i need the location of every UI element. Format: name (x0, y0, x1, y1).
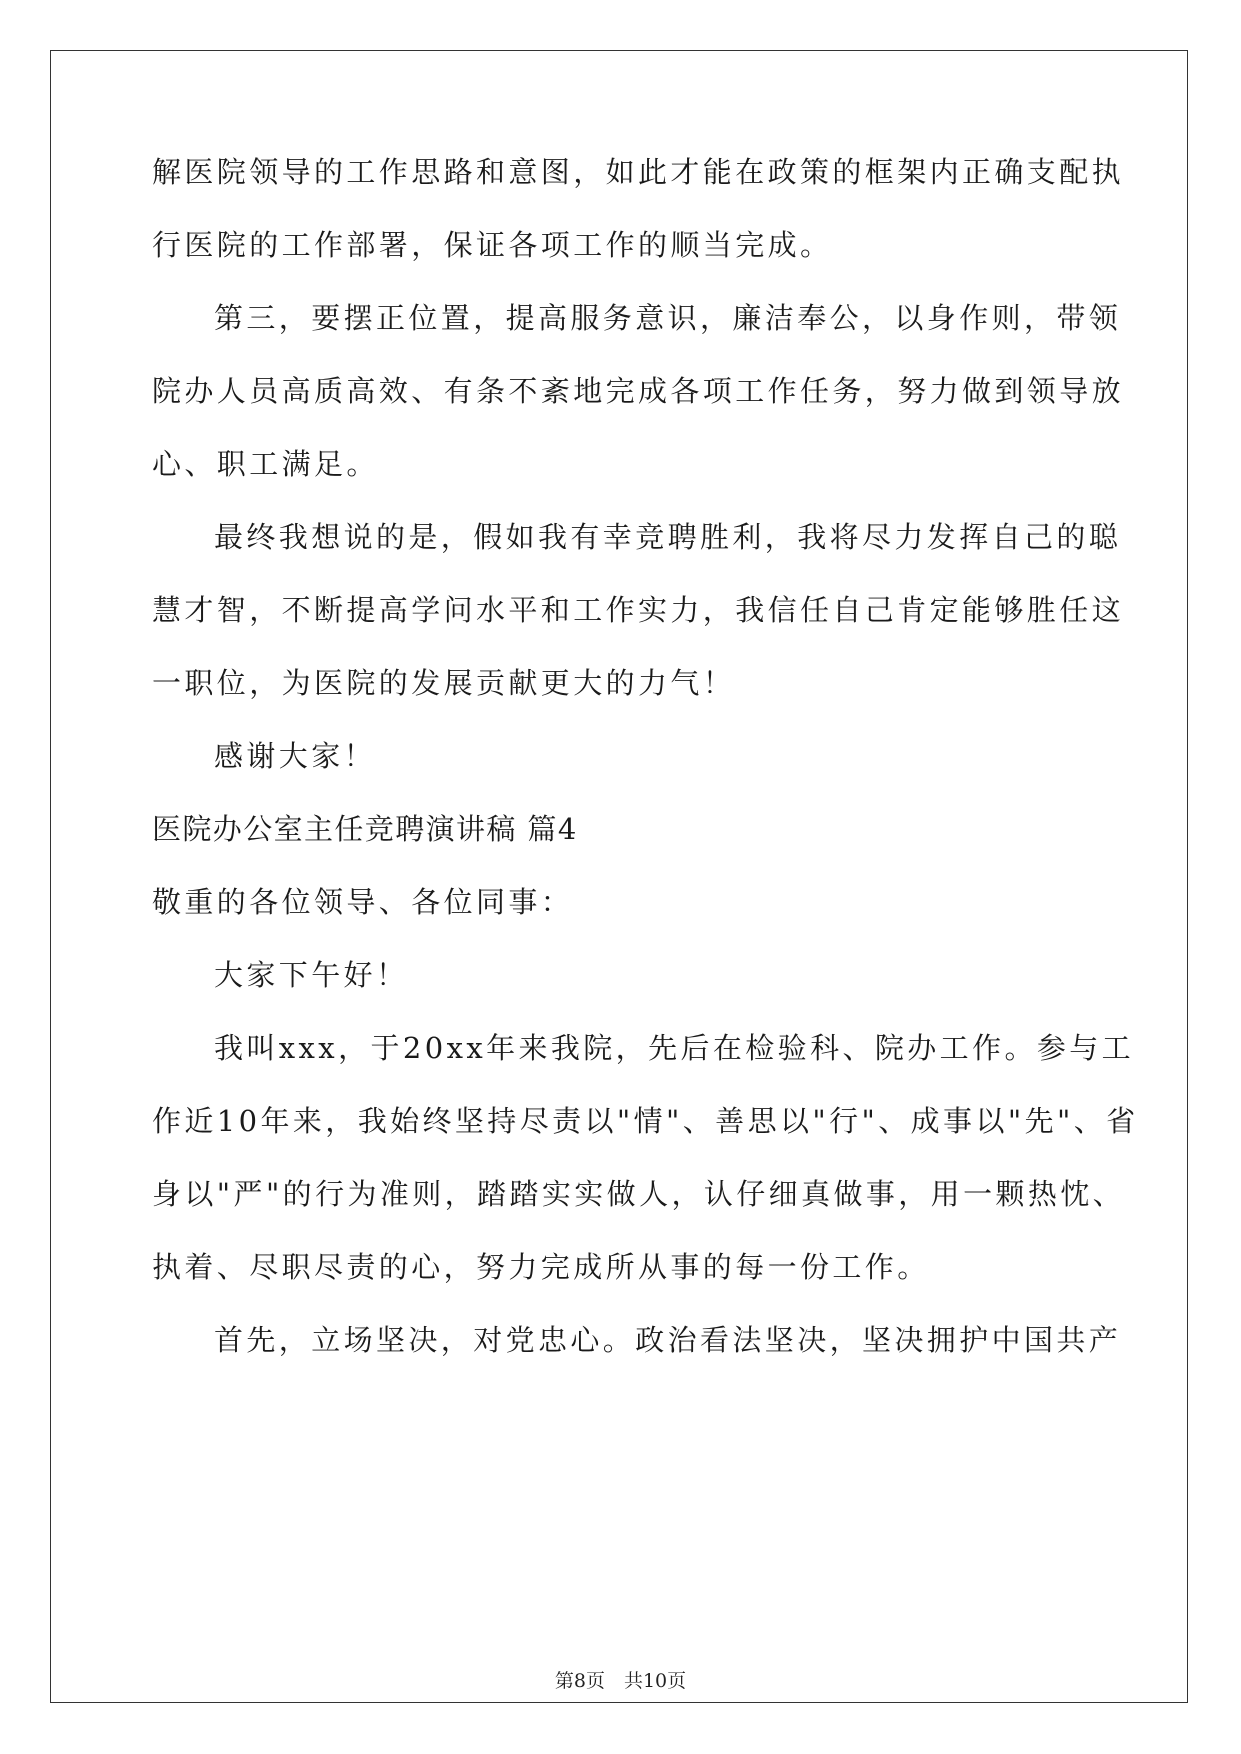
body-text-line: 身以"严"的行为准则，踏踏实实做人，认仔细真做事，用一颗热忱、 (152, 1177, 1126, 1211)
body-text-line: 院办人员高质高效、有条不紊地完成各项工作任务，努力做到领导放 (152, 374, 1125, 408)
body-text-line: 作近10年来，我始终坚持尽责以"情"、善思以"行"、成事以"先"、省 (152, 1104, 1139, 1138)
body-text-line: 我叫xxx，于20xx年来我院，先后在检验科、院办工作。参与工 (214, 1031, 1135, 1065)
body-text-line: 最终我想说的是，假如我有幸竞聘胜利，我将尽力发挥自己的聪 (214, 520, 1122, 554)
body-text-line: 首先，立场坚决，对党忠心。政治看法坚决，坚决拥护中国共产 (214, 1323, 1122, 1357)
body-text-line: 慧才智，不断提高学问水平和工作实力，我信任自己肯定能够胜任这 (152, 593, 1125, 627)
page-number-footer: 第8页 共10页 (554, 1670, 687, 1692)
section-heading: 医院办公室主任竞聘演讲稿 篇4 (152, 812, 578, 846)
body-text-line: 解医院领导的工作思路和意图，如此才能在政策的框架内正确支配执 (152, 155, 1125, 189)
body-text-line: 心、职工满足。 (152, 447, 379, 481)
closing-thanks: 感谢大家！ (214, 739, 377, 773)
body-text-line: 行医院的工作部署，保证各项工作的顺当完成。 (152, 228, 833, 262)
body-text-line: 一职位，为医院的发展贡献更大的力气！ (152, 666, 736, 700)
salutation: 敬重的各位领导、各位同事： (152, 885, 574, 919)
body-text-line: 第三，要摆正位置，提高服务意识，廉洁奉公，以身作则，带领 (214, 301, 1122, 335)
greeting: 大家下午好！ (214, 958, 409, 992)
body-text-line: 执着、尽职尽责的心，努力完成所从事的每一份工作。 (152, 1250, 930, 1284)
